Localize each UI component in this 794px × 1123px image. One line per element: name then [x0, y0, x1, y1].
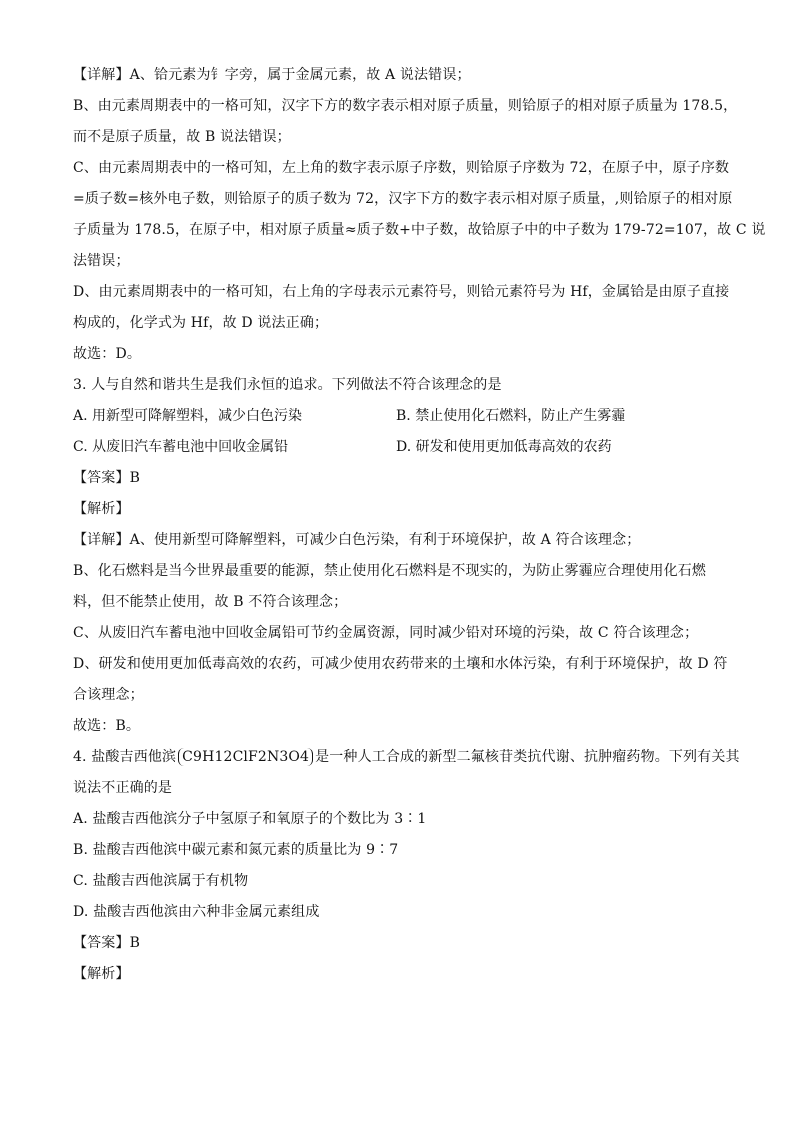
question-4-option-a: A. 盐酸吉西他滨分子中氢原子和氧原子的个数比为 3∶1: [73, 811, 427, 827]
question-3-detail-line: D、研发和使用更加低毒高效的农药，可减少使用农药带来的土壤和水体污染，有利于环境保护，故 D 符: [73, 656, 728, 672]
question-3-option-d: D. 研发和使用更加低毒高效的农药: [396, 439, 612, 455]
question-4-option-b: B. 盐酸吉西他滨中碳元素和氮元素的质量比为 9∶7: [73, 842, 399, 858]
detail-line: 而不是原子质量，故 B 说法错误；: [73, 129, 291, 145]
choose-line: 故选：D。: [73, 346, 141, 362]
question-3-detail-line: 料，但不能禁止使用，故 B 不符合该理念；: [73, 594, 348, 610]
detail-line: 构成的，化学式为 Hf，故 D 说法正确；: [73, 315, 329, 331]
question-3-detail-line: B、化石燃料是当今世界最重要的能源，禁止使用化石燃料是不现实的，为防止雾霾应合理使用化石燃: [73, 563, 707, 579]
question-3-stem: 3. 人与自然和谐共生是我们永恒的追求。下列做法不符合该理念的是: [73, 377, 502, 393]
question-3-detail-line: 合该理念；: [73, 687, 144, 703]
question-4-analysis-heading: 【解析】: [73, 966, 130, 982]
question-4-stem-suffix: 是一种人工合成的新型二氟核苷类抗代谢、抗肿瘤药物。下列有关其: [315, 749, 740, 765]
question-3-analysis-heading: 【解析】: [73, 501, 130, 517]
detail-line: =质子数=核外电子数，则铪原子的质子数为 72，汉字下方的数字表示相对原子质量，,则铪原子的相对原: [73, 191, 733, 207]
detail-line: D、由元素周期表中的一格可知，右上角的字母表示元素符号，则铪元素符号为 Hf，金属铪是由原子直接: [73, 284, 730, 300]
chemical-formula: C9H12ClF2N3O4: [178, 748, 313, 766]
question-4-answer: 【答案】B: [73, 935, 141, 951]
question-4-option-d: D. 盐酸吉西他滨由六种非金属元素组成: [73, 904, 320, 920]
detail-line: C、由元素周期表中的一格可知，左上角的数字表示原子序数，则铪原子序数为 72，在原子中，原子序数: [73, 160, 730, 176]
question-3-detail-line: C、从废旧汽车蓄电池中回收金属铅可节约金属资源，同时减少铅对环境的污染，故 C 符合该理念；: [73, 625, 699, 641]
question-3-option-c: C. 从废旧汽车蓄电池中回收金属铅: [73, 439, 289, 455]
detail-line: 子质量为 178.5，在原子中，相对原子质量≈质子数+中子数，故铪原子中的中子数为 179-72=107，故 C 说: [73, 222, 766, 238]
question-3-answer: 【答案】B: [73, 470, 141, 486]
detail-line: 法错误；: [73, 253, 130, 269]
question-3-detail-line: 【详解】A、使用新型可降解塑料，可减少白色污染，有利于环境保护，故 A 符合该理念；: [73, 532, 641, 548]
question-3-option-b: B. 禁止使用化石燃料，防止产生雾霾: [396, 408, 626, 424]
question-3-options-row-1: [73, 401, 723, 432]
detail-line: 【详解】A、铪元素为钅字旁，属于金属元素，故 A 说法错误；: [73, 67, 471, 83]
question-4-stem-continued: 说法不正确的是: [73, 780, 173, 796]
question-3-option-a: A. 用新型可降解塑料，减少白色污染: [73, 408, 303, 424]
question-4-option-c: C. 盐酸吉西他滨属于有机物: [73, 873, 249, 889]
detail-line: B、由元素周期表中的一格可知，汉字下方的数字表示相对原子质量，则铪原子的相对原子质量为 178.5，: [73, 98, 738, 114]
question-4-stem-prefix: 4. 盐酸吉西他滨: [73, 749, 177, 765]
question-3-options-row-2: [73, 432, 723, 463]
question-3-choose: 故选：B。: [73, 718, 141, 734]
question-4-stem: [73, 742, 740, 773]
document-page: [73, 60, 766, 990]
